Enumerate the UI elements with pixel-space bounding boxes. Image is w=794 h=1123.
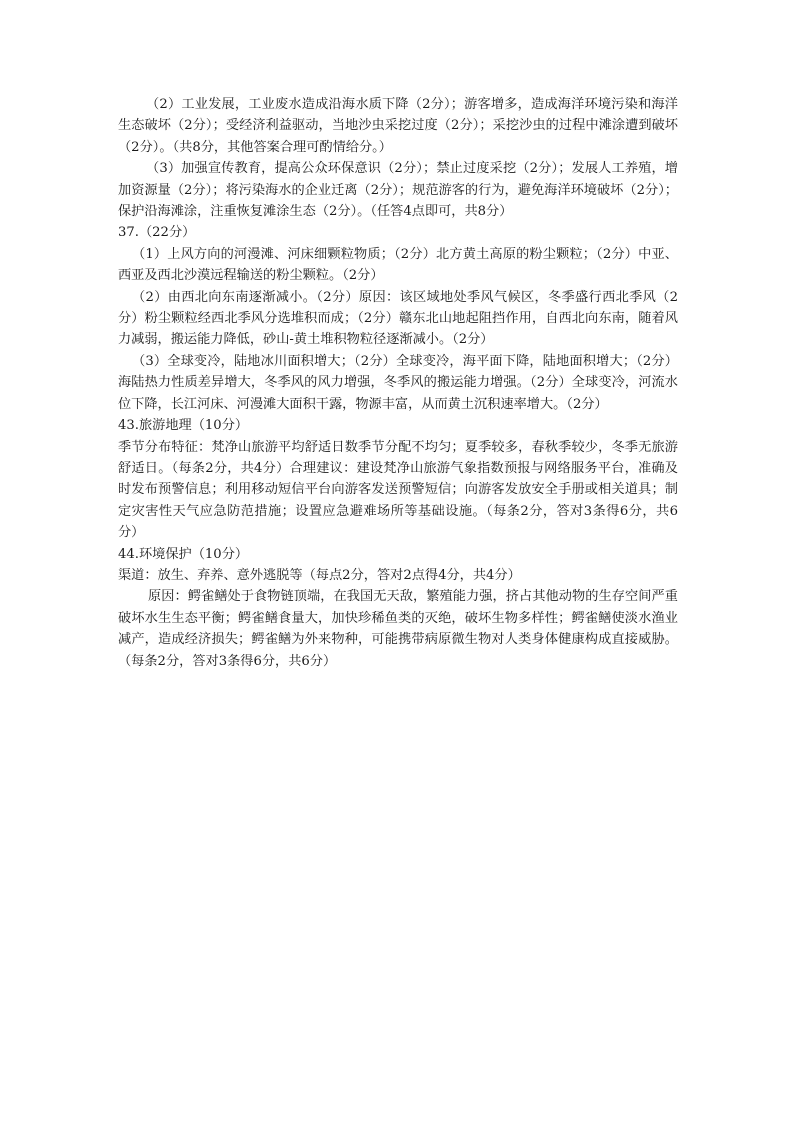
question-43-heading: 43.旅游地理（10分）: [118, 418, 249, 434]
answer-q44-channels: 渠道：放生、弃养、意外逃脱等（每点2分，答对2点得4分，共4分）: [118, 567, 521, 583]
answer-q43: 季节分布特征：梵净山旅游平均舒适日数季节分配不均匀；夏季较多，春秋季较少，冬季无旅游舒适日。（每条2分，共4分）合理建议：建设梵净山旅游气象指数预报与网络服务平台，准确及时发布预警信息；利用移动短信平台向游客发送预警短信；向游客发放安全手册或相关道具；制定灾害性天气应急防范措施；设置应急避难场所等基础设施。（每条2分，答对3条得6分，共6分）: [118, 439, 678, 541]
answer-q36-part2: （2）工业发展，工业废水造成沿海水质下降（2分）；游客增多，造成海洋环境污染和海洋生态破坏（2分）；受经济利益驱动，当地沙虫采挖过度（2分）；采挖沙虫的过程中滩涂遭到破坏（2分）。（共8分，其他答案合理可酌情给分。）: [118, 97, 678, 155]
question-44-heading: 44.环境保护（10分）: [118, 546, 249, 562]
answer-q44-reasons: 原因：鳄雀鳝处于食物链顶端，在我国无天敌，繁殖能力强，挤占其他动物的生存空间严重破坏水生生态平衡；鳄雀鳝食量大，加快珍稀鱼类的灭绝，破坏生物多样性；鳄雀鳝使淡水渔业减产，造成经济损失；鳄雀鳝为外来物种，可能携带病原微生物对人类身体健康构成直接威胁。（每条2分，答对3条得6分，共6分）: [118, 589, 678, 669]
answer-key-text: [118, 94, 678, 672]
answer-q36-part3: （3）加强宣传教育，提高公众环保意识（2分）；禁止过度采挖（2分）；发展人工养殖，增加资源量（2分）；将污染海水的企业迁离（2分）；规范游客的行为，避免海洋环境破坏（2分）；保护沿海滩涂，注重恢复滩涂生态（2分）。（任答4点即可，共8分）: [118, 161, 678, 220]
answer-q37-part3: （3）全球变冷，陆地冰川面积增大；（2分）全球变冷，海平面下降，陆地面积增大；（2分）海陆热力性质差异增大，冬季风的风力增强，冬季风的搬运能力增强。（2分）全球变冷，河流水位下降，长江河床、河漫滩大面积干露，物源丰富，从而黄土沉积速率增大。（2分）: [118, 353, 678, 412]
answer-q37-part2: （2）由西北向东南逐渐减小。（2分）原因：该区域地处季风气候区，冬季盛行西北季风（2分）粉尘颗粒经西北季风分选堆积而成；（2分）赣东北山地起阻挡作用，自西北向东南，随着风力减弱，搬运能力降低，砂山-黄土堆积物粒径逐渐减小。（2分）: [118, 289, 678, 348]
answer-q37-part1: （1）上风方向的河漫滩、河床细颗粒物质；（2分）北方黄土高原的粉尘颗粒；（2分）中亚、西亚及西北沙漠远程输送的粉尘颗粒。（2分）: [118, 246, 678, 284]
question-37-heading: 37.（22分）: [118, 225, 196, 241]
